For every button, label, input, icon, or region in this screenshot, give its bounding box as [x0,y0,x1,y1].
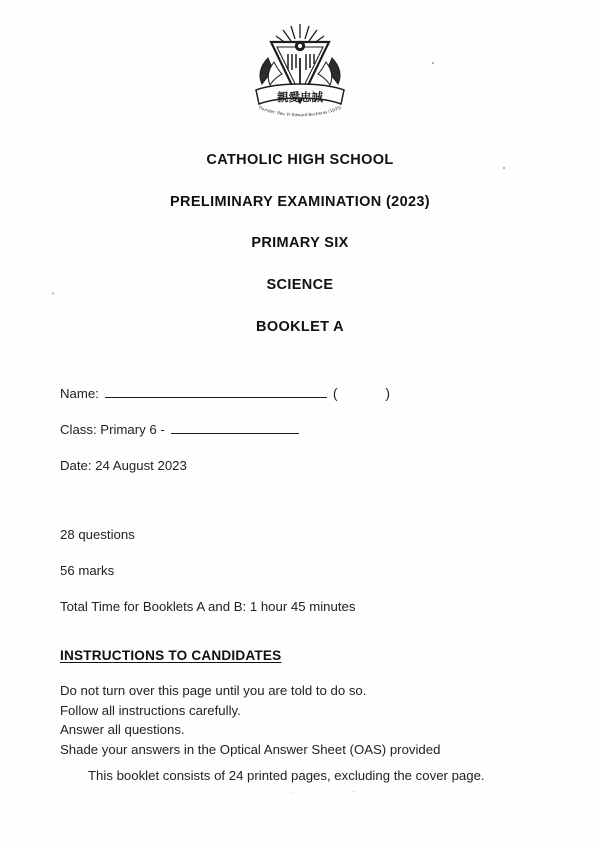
instruction-line: Do not turn over this page until you are told to do so. [60,683,367,698]
page-count-note: This booklet consists of 24 printed pages, excluding the cover page. [88,768,485,783]
mark-count: 56 marks [60,563,115,578]
scan-speckle [455,792,457,793]
class-field-row [60,422,412,437]
scan-speckle [352,791,355,792]
date-field-row [60,458,412,473]
scan-speckle [290,792,292,793]
class-label: Class: Primary 6 - [60,422,165,437]
total-time: Total Time for Booklets A and B: 1 hour 45 minutes [60,599,356,614]
school-name: CATHOLIC HIGH SCHOOL [206,152,394,168]
class-input-line[interactable] [171,433,299,434]
subject-name: SCIENCE [266,277,334,294]
school-crest-container [0,18,600,122]
name-input-line[interactable] [105,397,327,398]
instruction-line: Answer all questions. [60,722,185,738]
crest-banner-characters: 親愛忠誠 [277,90,323,104]
examination-name: PRELIMINARY EXAMINATION (2023) [170,193,430,210]
candidate-fields [60,385,412,494]
instructions-section [60,648,440,759]
school-crest-icon [244,18,356,122]
question-count: 28 questions [60,527,135,542]
title-block [0,152,600,335]
instruction-line: Follow all instructions carefully. [60,702,241,718]
name-label: Name: [60,386,99,401]
instruction-line: Shade your answers in the Optical Answer Sheet (OAS) provided [60,741,441,757]
paper-details [60,527,355,614]
crest-banner-inscription: Founder: Rev. Fr Edward Becheras (1935) [258,104,342,118]
instructions-heading: INSTRUCTIONS TO CANDIDATES [60,648,282,663]
name-field-row [60,385,412,401]
booklet-name: BOOKLET A [256,318,344,335]
level-name: PRIMARY SIX [251,235,349,252]
date-label: Date: 24 August 2023 [60,458,187,473]
index-number-brackets[interactable]: ( ) [332,385,413,401]
